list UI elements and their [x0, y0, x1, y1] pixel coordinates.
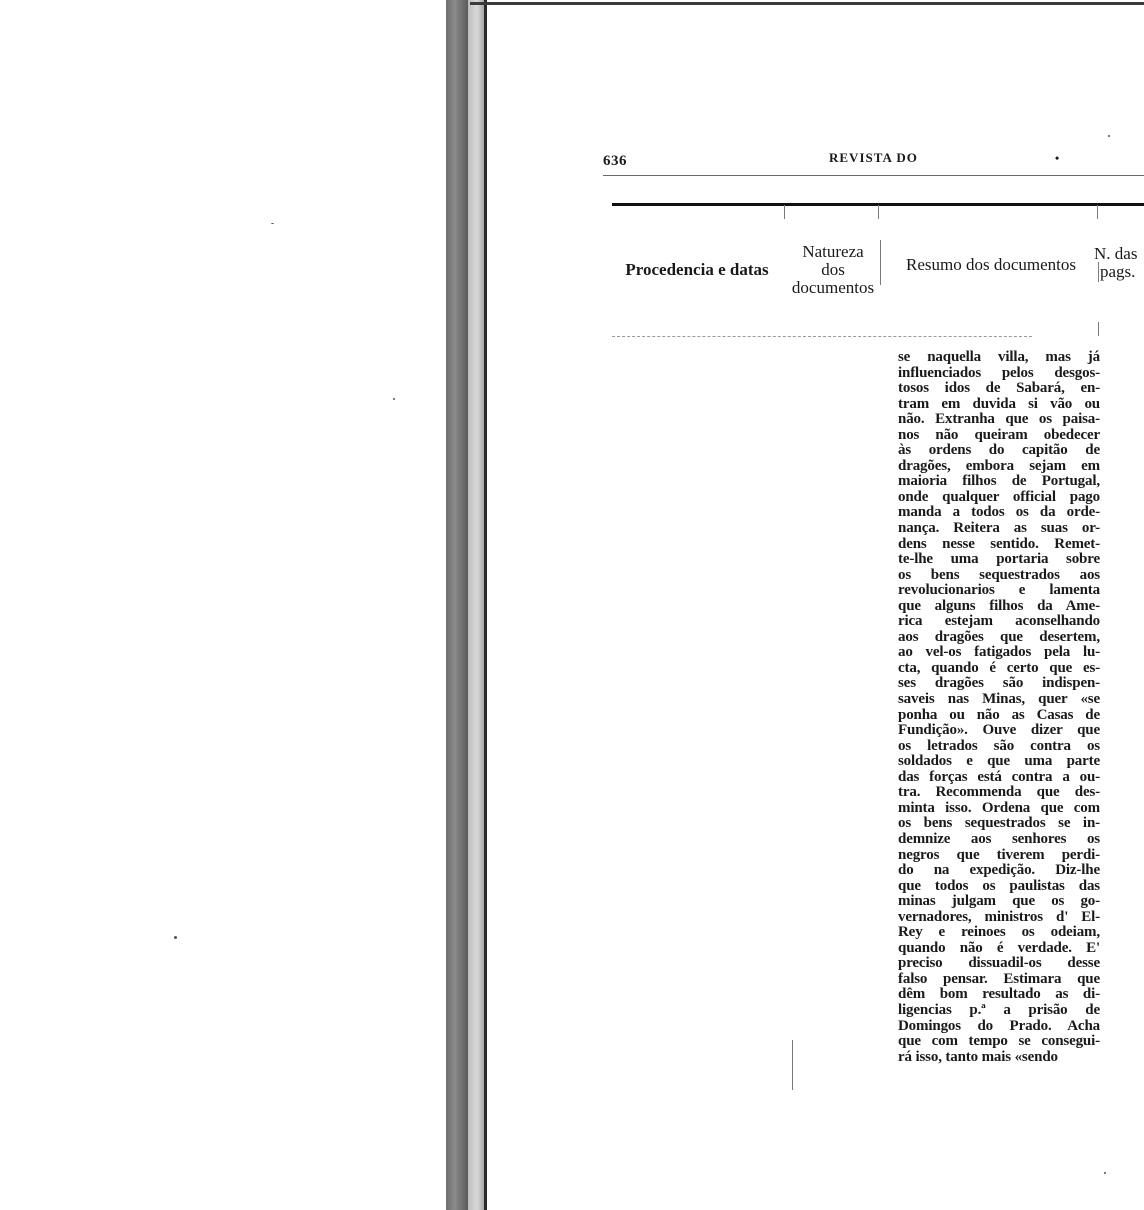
resumo-line: dens nesse sentido. Remet-	[898, 535, 1100, 552]
resumo-line: onde qualquer official pago	[898, 488, 1100, 505]
resumo-line: maioria filhos de Portugal,	[898, 473, 1100, 490]
resumo-line: que todos os paulistas das	[898, 877, 1100, 894]
column-header-natureza-line: dos	[821, 260, 845, 279]
page-edge-line	[484, 0, 487, 1210]
scan-speck	[1108, 135, 1110, 137]
resumo-line: minta isso. Ordena que com	[898, 799, 1100, 816]
resumo-text	[898, 350, 1100, 1065]
resumo-line: dragões, embora sejam em	[898, 457, 1100, 474]
resumo-line: tosos idos de Sabará, en-	[898, 380, 1100, 397]
resumo-line: rica estejam aconselhando	[898, 613, 1100, 630]
header-rule	[603, 175, 1144, 176]
running-head: REVISTA DO	[829, 150, 918, 165]
scan-speck	[174, 936, 177, 939]
column-header-natureza-line: documentos	[791, 278, 875, 297]
resumo-line: do na expedição. Diz-lhe	[898, 862, 1100, 879]
scan-speck	[393, 398, 395, 400]
resumo-line: os letrados são contra os	[898, 737, 1100, 754]
resumo-line: das forças está contra a ou-	[898, 768, 1100, 785]
resumo-line: ses dragões são indispen-	[898, 675, 1100, 692]
resumo-line: manda a todos os da orde-	[898, 504, 1100, 521]
resumo-line: ponha ou não as Casas de	[898, 706, 1100, 723]
column-header-pages-line: pags.	[1100, 262, 1136, 281]
column-divider	[878, 205, 879, 219]
header-marker: •	[1055, 151, 1060, 165]
page-top-edge	[470, 2, 1144, 5]
resumo-line: Fundição». Ouve dizer que	[898, 722, 1100, 739]
resumo-line: minas julgam que os go-	[898, 893, 1100, 910]
page-number: 636	[603, 153, 627, 169]
resumo-line: falso pensar. Estimara que	[898, 970, 1100, 987]
resumo-line: nança. Reitera as suas or-	[898, 520, 1100, 537]
resumo-line: nos não queiram obedecer	[898, 426, 1100, 443]
resumo-line: negros que tiverem perdi-	[898, 846, 1100, 863]
column-header-pages-line: N. das	[1094, 244, 1138, 263]
resumo-line: quando não é verdade. E'	[898, 939, 1100, 956]
resumo-line: revolucionarios e lamenta	[898, 582, 1100, 599]
resumo-line: às ordens do capitão de	[898, 442, 1100, 459]
resumo-line: saveis nas Minas, quer «se	[898, 691, 1100, 708]
column-header-resumo: Resumo dos documentos	[906, 255, 1076, 274]
resumo-line: influenciados pelos desgos-	[898, 364, 1100, 381]
column-divider	[784, 205, 785, 219]
column-header-natureza	[786, 243, 880, 297]
header-bottom-rule	[612, 336, 1032, 338]
resumo-line: que alguns filhos da Ame-	[898, 597, 1100, 614]
scan-speck	[271, 223, 274, 224]
column-header-natureza-line: Natureza	[802, 242, 864, 261]
column-divider	[792, 1040, 793, 1090]
resumo-line: rá isso, tanto mais «sendo	[898, 1048, 1058, 1065]
column-divider	[1098, 322, 1099, 336]
resumo-line: preciso dissuadil-os desse	[898, 955, 1100, 972]
column-header-pages	[1094, 245, 1144, 281]
resumo-line: vernadores, ministros d' El-	[898, 908, 1100, 925]
resumo-line: os bens sequestrados aos	[898, 566, 1100, 583]
resumo-line: tra. Recommenda que des-	[898, 784, 1100, 801]
resumo-line: os bens sequestrados se in-	[898, 815, 1100, 832]
book-binding-shadow	[446, 0, 468, 1210]
resumo-line: tram em duvida si vão ou	[898, 395, 1100, 412]
resumo-line: demnize aos senhores os	[898, 830, 1100, 847]
resumo-line: ligencias p.ª a prisão de	[898, 1001, 1100, 1018]
resumo-line: ao vel-os fatigados pela lu-	[898, 644, 1100, 661]
scan-speck	[1104, 1172, 1106, 1174]
resumo-line: aos dragões que desertem,	[898, 628, 1100, 645]
resumo-line: que com tempo se consegui-	[898, 1033, 1100, 1050]
resumo-line: te-lhe uma portaria sobre	[898, 551, 1100, 568]
resumo-line: Domingos do Prado. Acha	[898, 1017, 1100, 1034]
resumo-line: se naquella villa, mas já	[898, 349, 1100, 365]
column-divider	[1097, 205, 1098, 219]
resumo-line: dêm bom resultado as di-	[898, 986, 1100, 1003]
column-divider	[880, 240, 881, 285]
resumo-line: cta, quando é certo que es-	[898, 659, 1100, 676]
resumo-line: não. Extranha que os paisa-	[898, 411, 1100, 428]
resumo-line: soldados e que uma parte	[898, 753, 1100, 770]
column-header-procedencia: Procedencia e datas	[625, 260, 769, 279]
resumo-line: Rey e reinoes os odeiam,	[898, 924, 1100, 941]
